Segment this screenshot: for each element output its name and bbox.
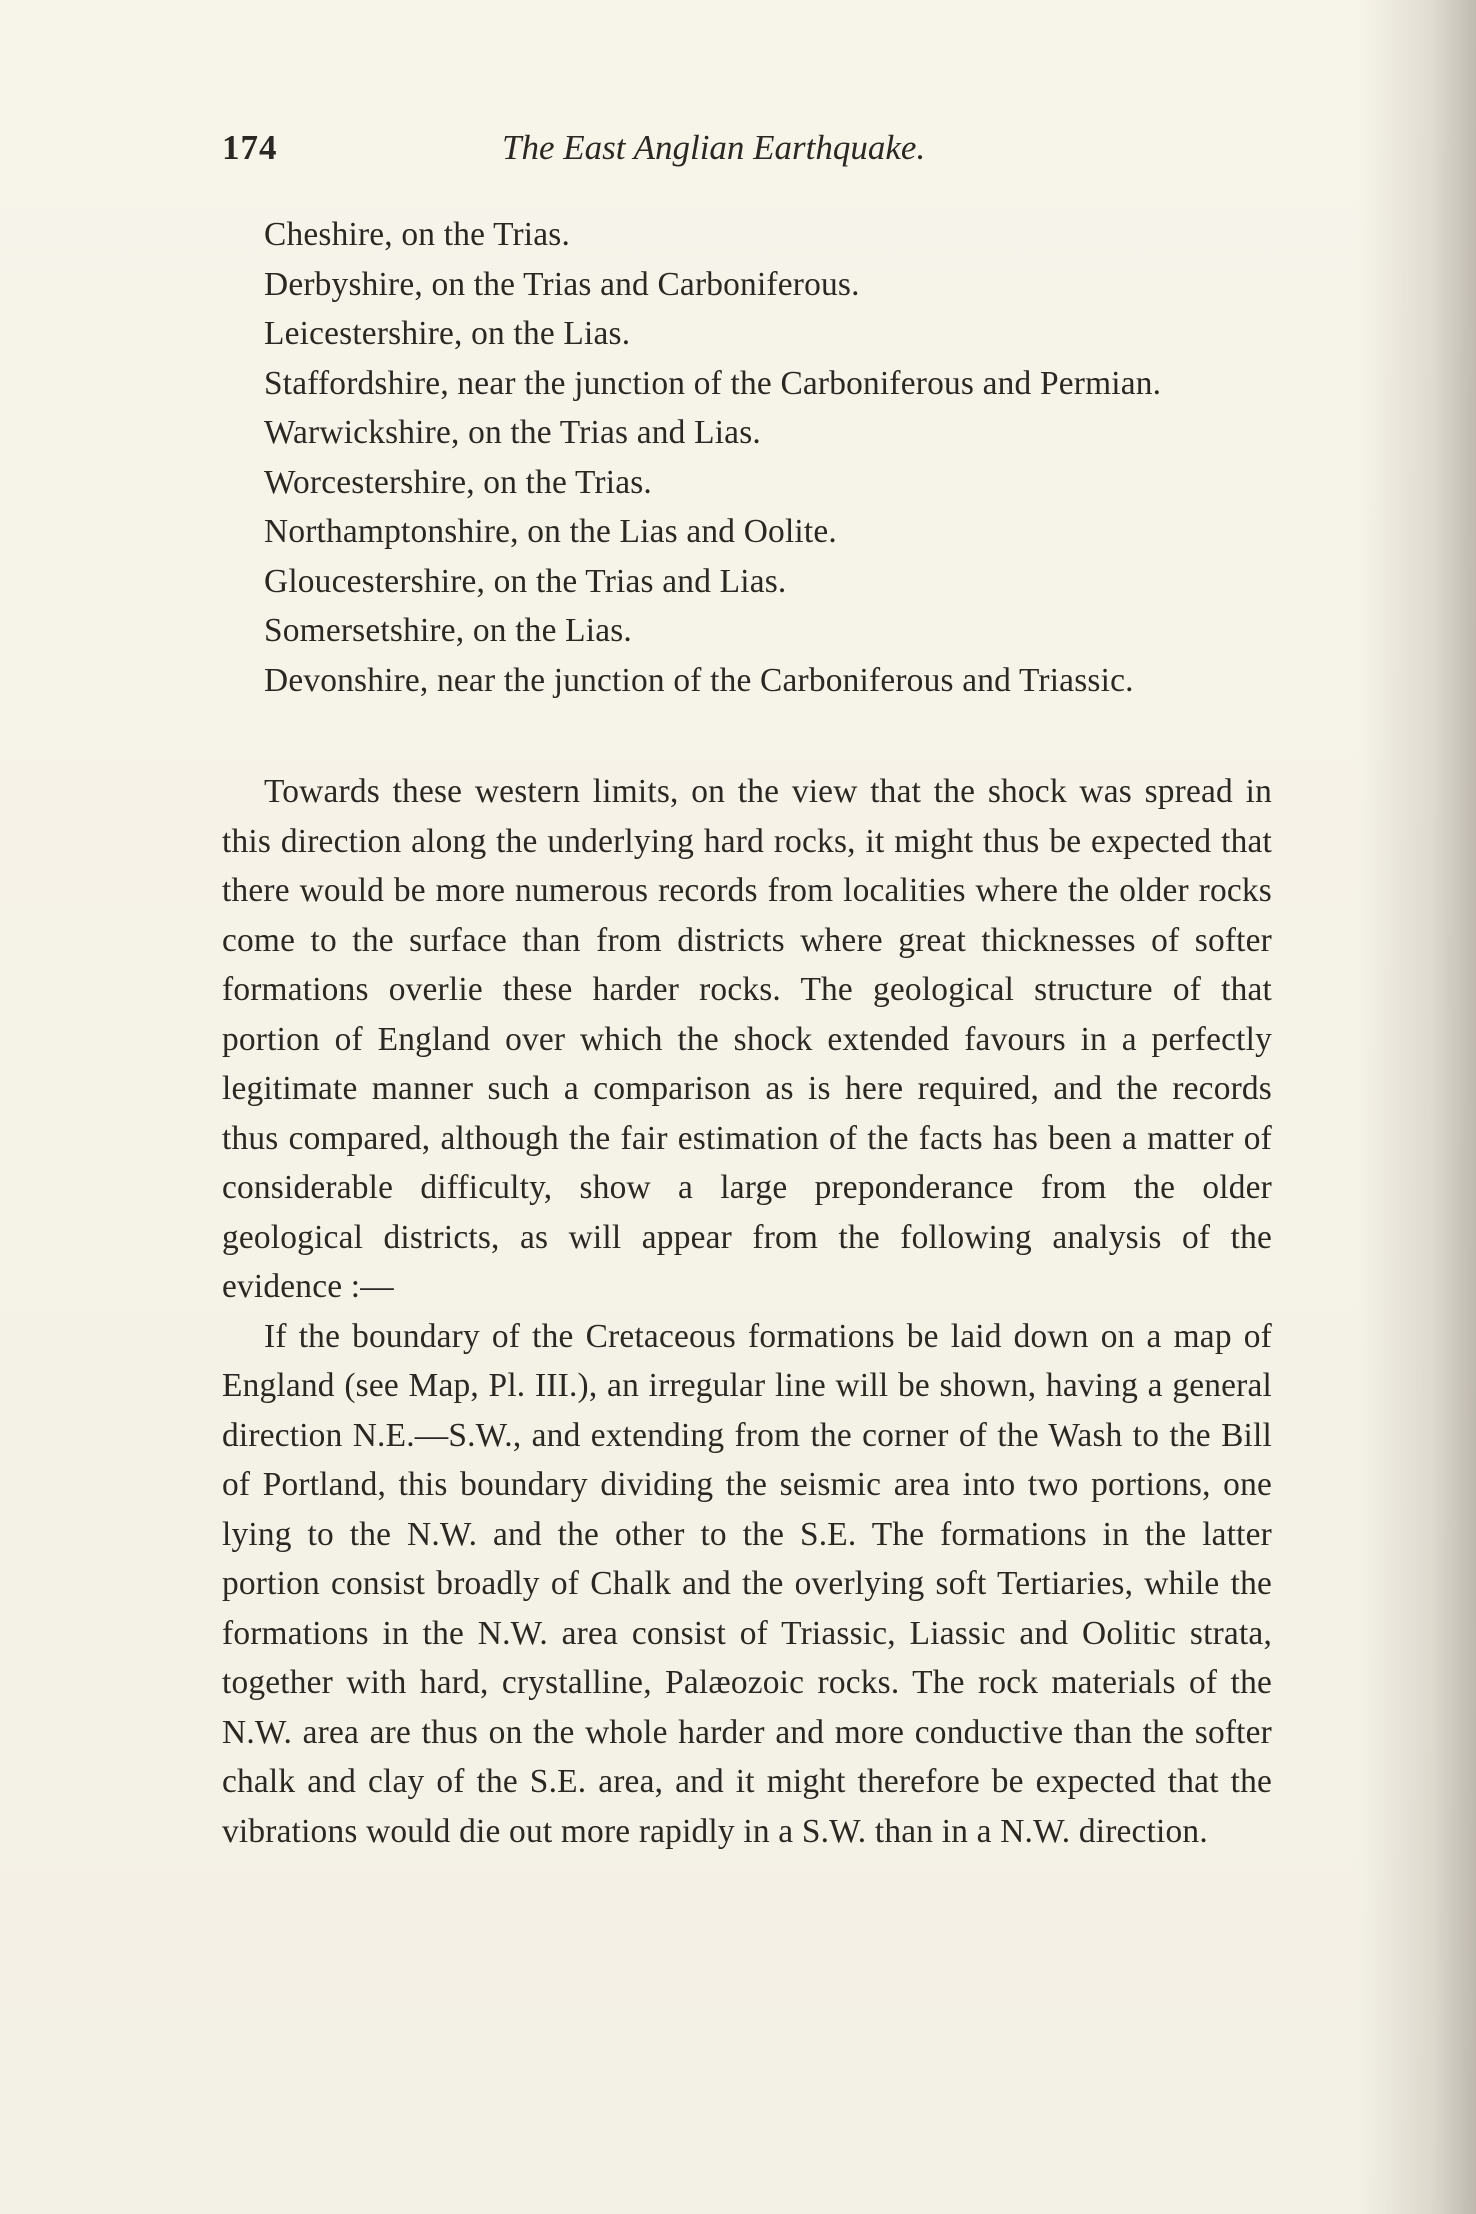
county-entry-worcestershire: Worcestershire, on the Trias. (264, 463, 652, 501)
county-entry-warwickshire: Warwickshire, on the Trias and Lias. (264, 414, 761, 451)
body-text (222, 210, 1272, 1856)
paragraph-western-limits: Towards these western limits, on the view that the shock was spread in this direction along the underlying hard rocks, it might thus be expected that there would be more numerous records from localities where the older rocks come to the surface than from districts where great thicknesses of softer formations overlie these harder rocks. The geological structure of that portion of England over which the shock extended favours in a perfectly legitimate manner such a comparison as is here required, and the records thus compared, although the fair estimation of the facts has been a matter of considerable difficulty, show a large preponderance from the older geological districts, as will appear from the following analysis of the evidence :— (222, 773, 1272, 1305)
page-number: 174 (222, 128, 278, 167)
county-entry-staffordshire: Staffordshire, near the junction of the Carboniferous and Permian. (264, 364, 1162, 402)
section-gap (222, 705, 1272, 767)
county-entry-devonshire: Devonshire, near the junction of the Carboniferous and Triassic. (264, 661, 1134, 699)
page-header (222, 128, 1268, 176)
paragraph-cretaceous-boundary: If the boundary of the Cretaceous formations be laid down on a map of England (see Map, Pl. III.), an irregular line will be shown, having a general direction N.E.—S.W., and extending from the corner of the Wash to the Bill of Portland, this boundary dividing the seismic area into two portions, one lying to the N.W. and the other to the S.E. The formations in the latter portion consist broadly of Chalk and the overlying soft Tertiaries, while the formations in the N.W. area consist of Triassic, Liassic and Oolitic strata, together with hard, crystalline, Palæozoic rocks. The rock materials of the N.W. area are thus on the whole harder and more conductive than the softer chalk and clay of the S.E. area, and it might therefore be expected that the vibrations would die out more rapidly in a S.W. than in a N.W. direction. (222, 1317, 1272, 1850)
county-entry-leicestershire: Leicestershire, on the Lias. (264, 315, 631, 352)
county-entry-cheshire: Cheshire, on the Trias. (264, 216, 571, 253)
county-entry-derbyshire: Derbyshire, on the Trias and Carboniferous. (264, 265, 860, 303)
county-entry-gloucestershire: Gloucestershire, on the Trias and Lias. (264, 562, 787, 600)
county-entry-somersetshire: Somersetshire, on the Lias. (264, 612, 632, 649)
running-head: The East Anglian Earthquake. (502, 128, 926, 167)
county-entry-northamptonshire: Northamptonshire, on the Lias and Oolite. (264, 513, 837, 550)
